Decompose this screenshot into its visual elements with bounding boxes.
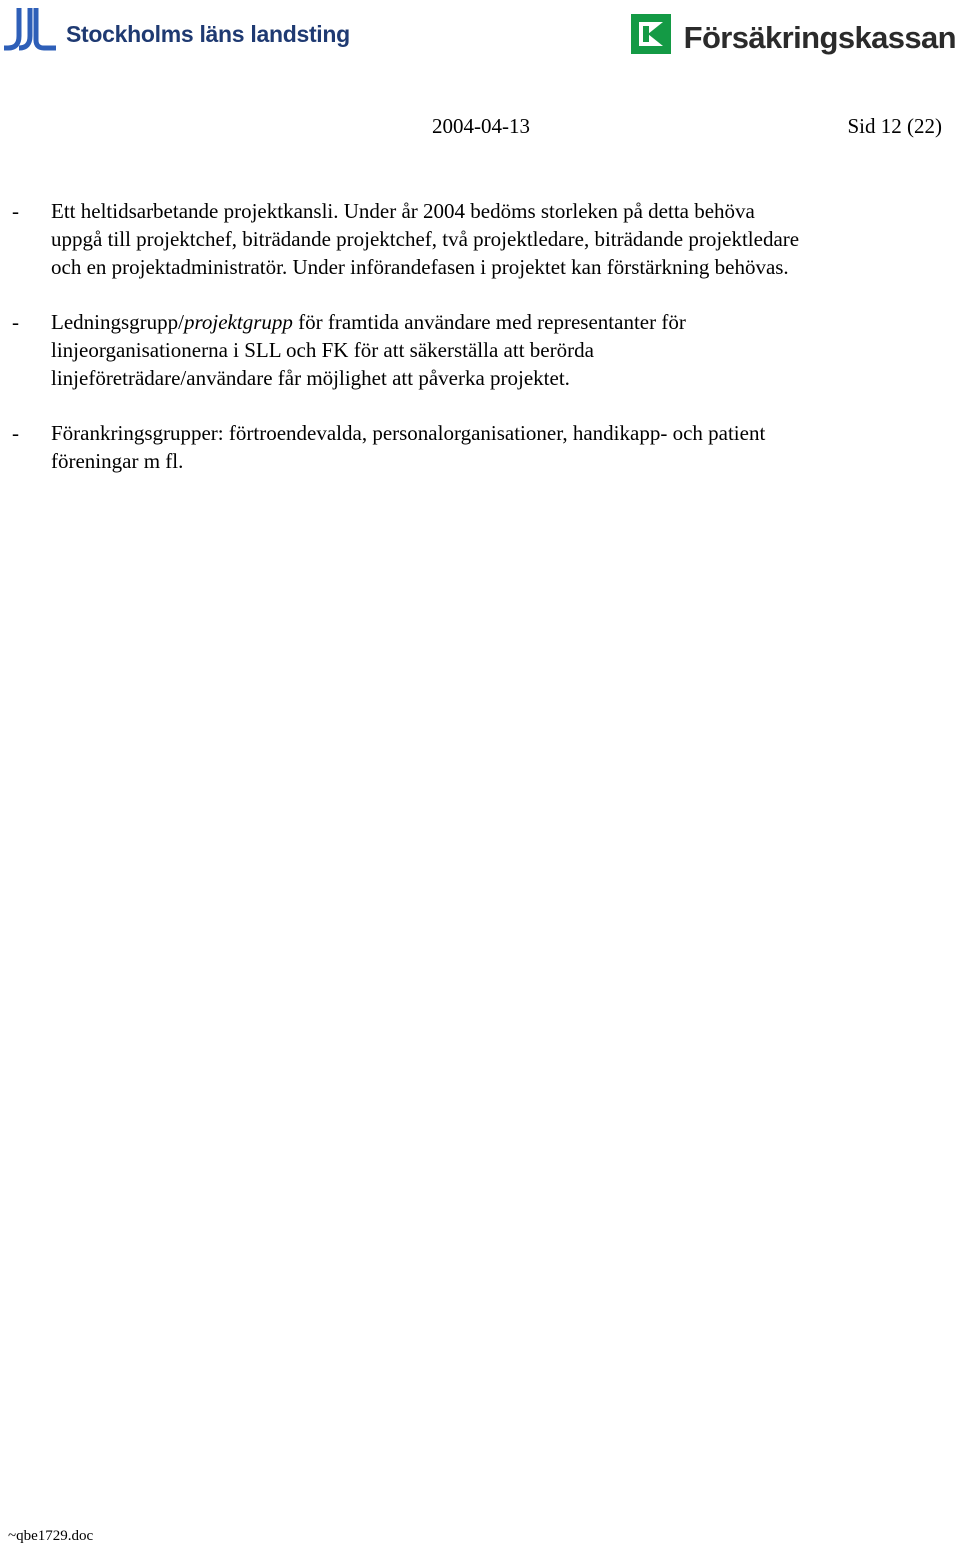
fk-emblem-icon <box>630 13 672 55</box>
document-date: 2004-04-13 <box>432 114 530 138</box>
fk-logo <box>630 10 956 58</box>
bullet-dash: - <box>12 310 19 334</box>
list-item-text: Ett heltidsarbetande projektkansli. Under år 2004 bedöms storleken på detta behöva uppgå till projektchef, biträdande projektchef, två projektledare, biträdande projektledare och en projektadministratör. Under införandefasen i projektet kan förstärkning behövas. <box>51 199 800 279</box>
footer-filename: ~qbe1729.doc <box>8 1528 94 1544</box>
text-segment: Ledningsgrupp/ <box>51 310 184 334</box>
list-item <box>12 419 812 475</box>
page-number: Sid 12 (22) <box>847 114 942 138</box>
list-item-text <box>51 308 801 392</box>
sll-logo <box>2 4 350 54</box>
bullet-list <box>12 197 812 502</box>
italic-text-segment: projektgrupp <box>183 310 293 334</box>
sll-emblem-icon <box>2 6 58 52</box>
fk-logo-text: Försäkringskassan <box>683 20 956 55</box>
sll-logo-text: Stockholms läns landsting <box>66 20 350 47</box>
text-segment: för framtida användare med representanter för linjeorganisationerna i SLL och FK för att säkerställa att berörda linjeföreträdare/användare får möjlighet att påverka projektet. <box>51 310 686 390</box>
bullet-dash: - <box>12 421 19 445</box>
list-item-text: Förankringsgrupper: förtroendevalda, personalorganisationer, handikapp- och patient föreningar m fl. <box>51 421 766 473</box>
list-item <box>12 197 812 281</box>
list-item <box>12 308 812 392</box>
bullet-dash: - <box>12 199 19 223</box>
